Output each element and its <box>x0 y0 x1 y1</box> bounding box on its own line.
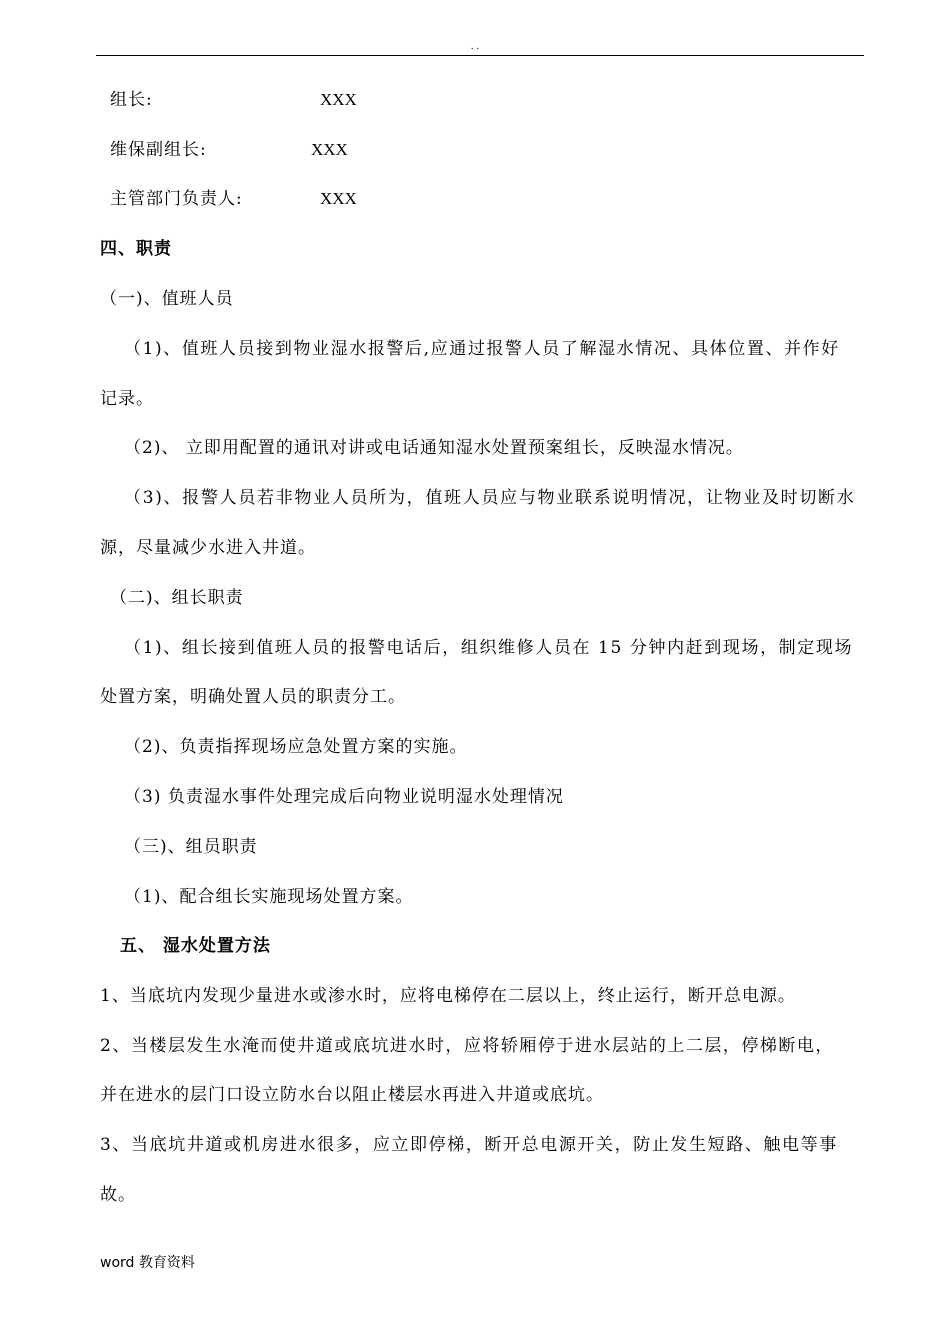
section-5-title: 五、 湿水处置方法 <box>120 936 271 956</box>
paragraph-line: 记录。 <box>100 389 154 409</box>
paragraph-line: 故。 <box>100 1185 136 1205</box>
paragraph-line: 并在进水的层门口设立防水台以阻止楼层水再进入井道或底坑。 <box>100 1085 604 1105</box>
header-mark: . . <box>470 42 480 52</box>
header-rule <box>96 55 864 56</box>
paragraph-line: 源，尽量减少水进入井道。 <box>100 538 316 558</box>
roster-label-leader: 组长: <box>110 90 153 110</box>
section-4-1-title: （一)、值班人员 <box>100 289 234 309</box>
paragraph-line: 1、当底坑内发现少量进水或渗水时，应将电梯停在二层以上，终止运行，断开总电源。 <box>100 986 796 1006</box>
paragraph-line: （2)、负责指挥现场应急处置方案的实施。 <box>124 737 468 757</box>
section-4-title: 四、职责 <box>100 239 172 259</box>
paragraph-line: （3) 负责湿水事件处理完成后向物业说明湿水处理情况 <box>124 787 564 807</box>
section-4-3-title: （三)、组员职责 <box>124 837 258 857</box>
roster-value-deputy: XXX <box>311 140 348 159</box>
paragraph-line: （3)、报警人员若非物业人员所为，值班人员应与物业联系说明情况，让物业及时切断水 <box>124 488 856 508</box>
roster-value-manager: XXX <box>320 189 357 208</box>
paragraph-line: （1)、组长接到值班人员的报警电话后，组织维修人员在 15 分钟内赶到现场，制定现场 <box>124 638 854 658</box>
paragraph-line: 3、当底坑井道或机房进水很多，应立即停梯，断开总电源开关，防止发生短路、触电等事 <box>100 1135 838 1155</box>
roster-label-deputy: 维保副组长: <box>110 140 207 160</box>
roster-label-manager: 主管部门负责人: <box>110 189 243 209</box>
section-4-2-title: （二)、组长职责 <box>110 588 244 608</box>
paragraph-line: 处置方案，明确处置人员的职责分工。 <box>100 687 406 707</box>
paragraph-line: （1)、配合组长实施现场处置方案。 <box>124 887 414 907</box>
paragraph-line: （1)、值班人员接到物业湿水报警后,应通过报警人员了解湿水情况、具体位置、并作好 <box>124 339 840 359</box>
paragraph-line: 2、当楼层发生水淹而使井道或底坑进水时，应将轿厢停于进水层站的上二层，停梯断电， <box>100 1036 834 1056</box>
footer-text: word 教育资料 <box>100 1255 195 1271</box>
paragraph-line: （2)、 立即用配置的通讯对讲或电话通知湿水处置预案组长，反映湿水情况。 <box>124 438 744 458</box>
roster-value-leader: XXX <box>320 90 357 109</box>
